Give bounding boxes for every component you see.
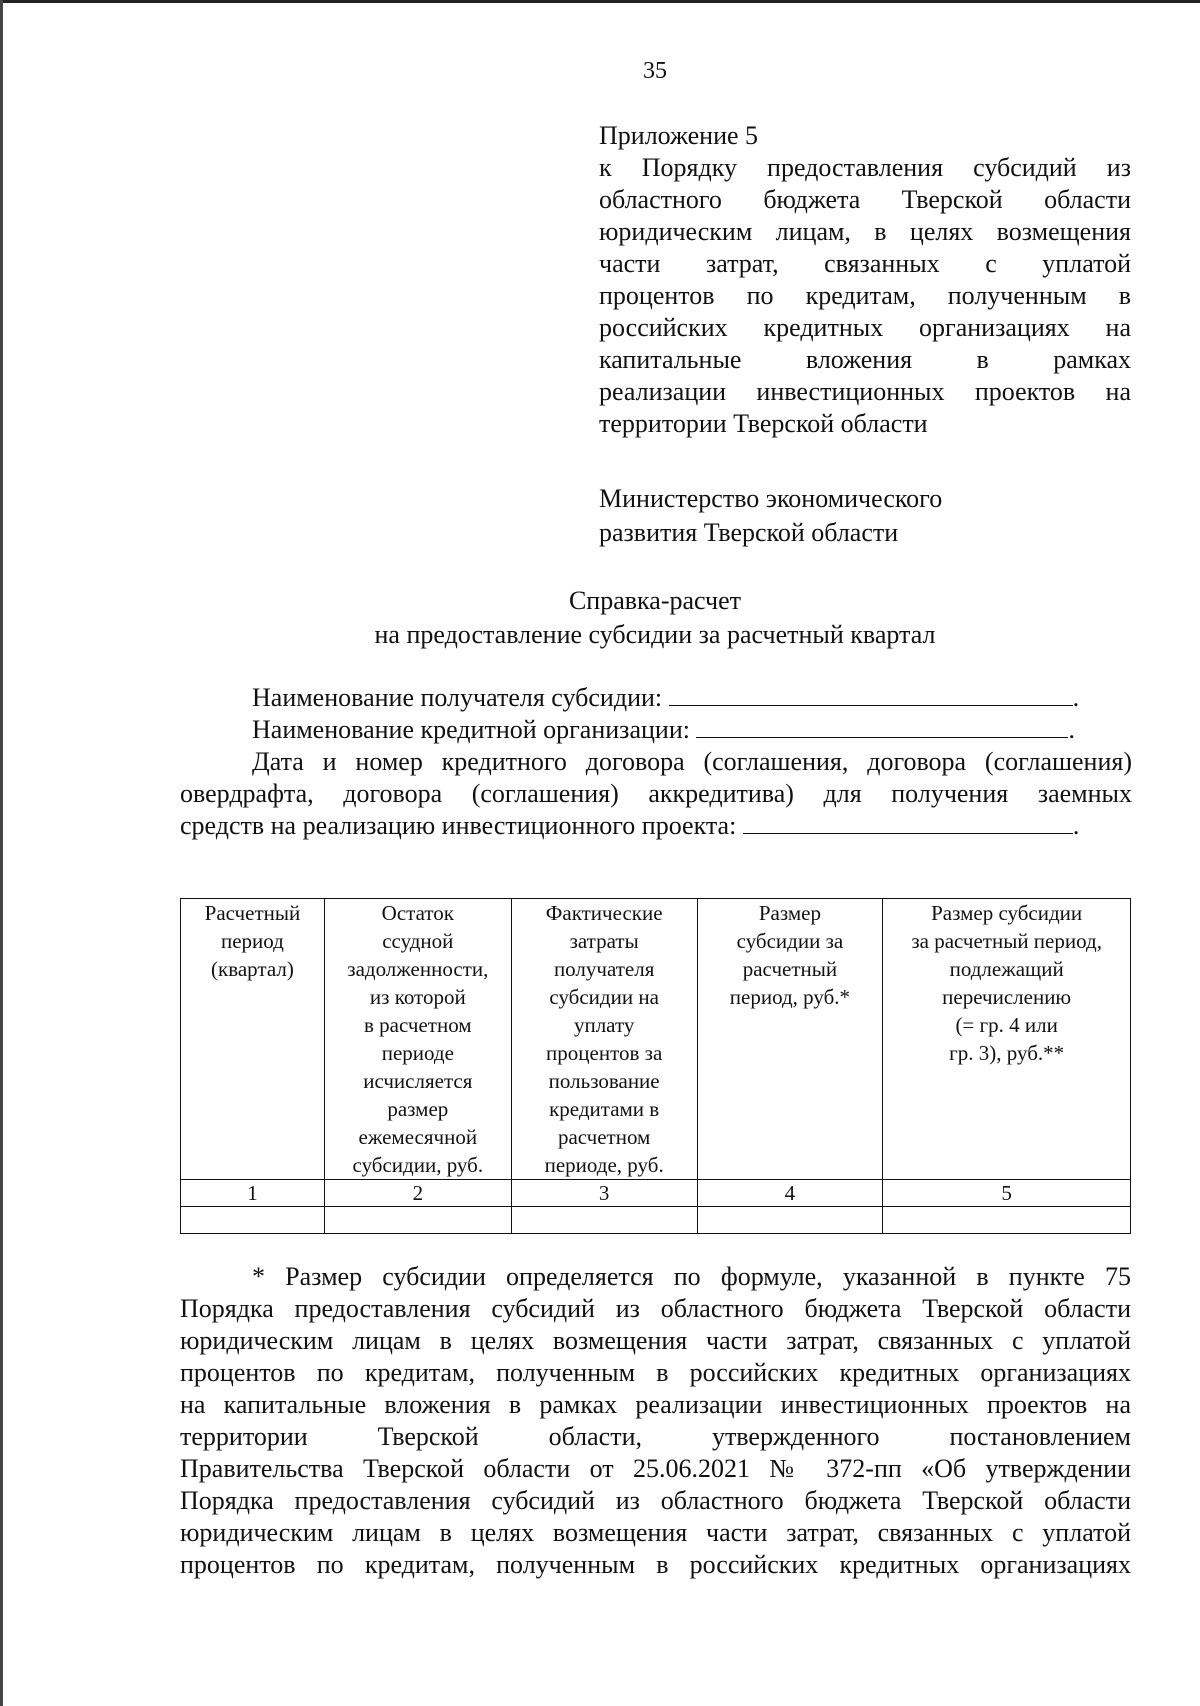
footnote-line: территории Тверской области, утвержденного постановлением <box>180 1422 1131 1451</box>
recipient-blank[interactable] <box>669 683 1073 706</box>
field-end-dot: . <box>1068 715 1075 744</box>
appendix-block <box>599 120 1131 440</box>
credit-org-field <box>180 714 1132 746</box>
appendix-line: российских кредитных организациях на <box>599 313 1131 342</box>
footnote-line: процентов по кредитам, полученным в российских кредитных организациях <box>180 1550 1131 1579</box>
document-subtitle: на предоставление субсидии за расчетный квартал <box>374 620 936 649</box>
table-cell[interactable] <box>511 1207 697 1234</box>
column-number: 5 <box>883 1180 1131 1207</box>
appendix-line: юридическим лицам, в целях возмещения <box>599 217 1131 246</box>
field-end-dot: . <box>1072 811 1080 840</box>
header-calc-period: Расчетный период (квартал) <box>181 899 325 1180</box>
column-number: 4 <box>697 1180 883 1207</box>
table-row <box>181 1207 1131 1234</box>
table-cell[interactable] <box>324 1207 511 1234</box>
table-header-row <box>181 899 1131 1180</box>
ministry-addressee <box>599 482 1131 550</box>
footnote-line: Порядка предоставления субсидий из областного бюджета Тверской области <box>180 1486 1131 1515</box>
ministry-line: развития Тверской области <box>599 518 899 547</box>
table-cell[interactable] <box>883 1207 1131 1234</box>
appendix-line: Приложение 5 <box>599 121 759 150</box>
page-number: 35 <box>643 58 667 84</box>
recipient-label: Наименование получателя субсидии: <box>252 683 663 712</box>
appendix-line: территории Тверской области <box>599 409 928 438</box>
header-subsidy-transfer: Размер субсидии за расчетный период, подлежащий перечислению (= гр. 4 или гр. 3), руб.** <box>883 899 1131 1180</box>
appendix-line: части затрат, связанных с уплатой <box>599 249 1131 278</box>
agreement-label: средств на реализацию инвестиционного проекта: <box>180 811 737 840</box>
footnote-line: Правительства Тверской области от 25.06.2021 № 372-пп «Об утверждении <box>180 1454 1131 1483</box>
agreement-text: овердрафта, договора (соглашения) аккредитива) для получения заемных <box>180 779 1132 808</box>
table-cell[interactable] <box>697 1207 883 1234</box>
ministry-line: Министерство экономического <box>599 484 943 513</box>
column-number: 3 <box>511 1180 697 1207</box>
agreement-blank[interactable] <box>743 811 1073 834</box>
header-subsidy-amount: Размер субсидии за расчетный период, руб.* <box>697 899 883 1180</box>
credit-org-blank[interactable] <box>696 715 1068 738</box>
document-title: Справка-расчет <box>568 586 742 615</box>
footnote-line: процентов по кредитам, полученным в российских кредитных организациях <box>180 1358 1131 1387</box>
agreement-field <box>180 810 1132 842</box>
column-number-row <box>181 1180 1131 1207</box>
footnote-line: юридическим лицам в целях возмещения части затрат, связанных с уплатой <box>180 1326 1131 1355</box>
footnote-line: * Размер субсидии определяется по формуле, указанной в пункте 75 <box>252 1262 1131 1291</box>
footnote-line: юридическим лицам в целях возмещения части затрат, связанных с уплатой <box>180 1518 1131 1547</box>
scan-top-edge <box>0 0 1200 3</box>
appendix-line: капитальные вложения в рамках <box>599 345 1131 374</box>
appendix-line: реализации инвестиционных проектов на <box>599 377 1131 406</box>
field-end-dot: . <box>1072 683 1080 712</box>
form-fields <box>180 682 1132 842</box>
header-actual-costs: Фактические затраты получателя субсидии на уплату процентов за пользование кредитами в расчетном периоде, руб. <box>511 899 697 1180</box>
appendix-line: процентов по кредитам, полученным в <box>599 281 1131 310</box>
footnote <box>180 1261 1131 1581</box>
footnote-line: Порядка предоставления субсидий из областного бюджета Тверской области <box>180 1294 1131 1323</box>
table-cell[interactable] <box>181 1207 325 1234</box>
appendix-line: к Порядку предоставления субсидий из <box>599 153 1131 182</box>
recipient-field <box>180 682 1132 714</box>
appendix-line: областного бюджета Тверской области <box>599 185 1131 214</box>
scan-left-edge <box>0 0 3 1706</box>
header-loan-balance: Остаток ссудной задолженности, из которой в расчетном периоде исчисляется размер ежемесячной субсидии, руб. <box>324 899 511 1180</box>
agreement-text: Дата и номер кредитного договора (соглашения, договора (соглашения) <box>252 747 1132 776</box>
column-number: 2 <box>324 1180 511 1207</box>
calculation-table <box>180 898 1131 1234</box>
credit-org-label: Наименование кредитной организации: <box>252 715 690 744</box>
column-number: 1 <box>181 1180 325 1207</box>
footnote-line: на капитальные вложения в рамках реализации инвестиционных проектов на <box>180 1390 1131 1419</box>
